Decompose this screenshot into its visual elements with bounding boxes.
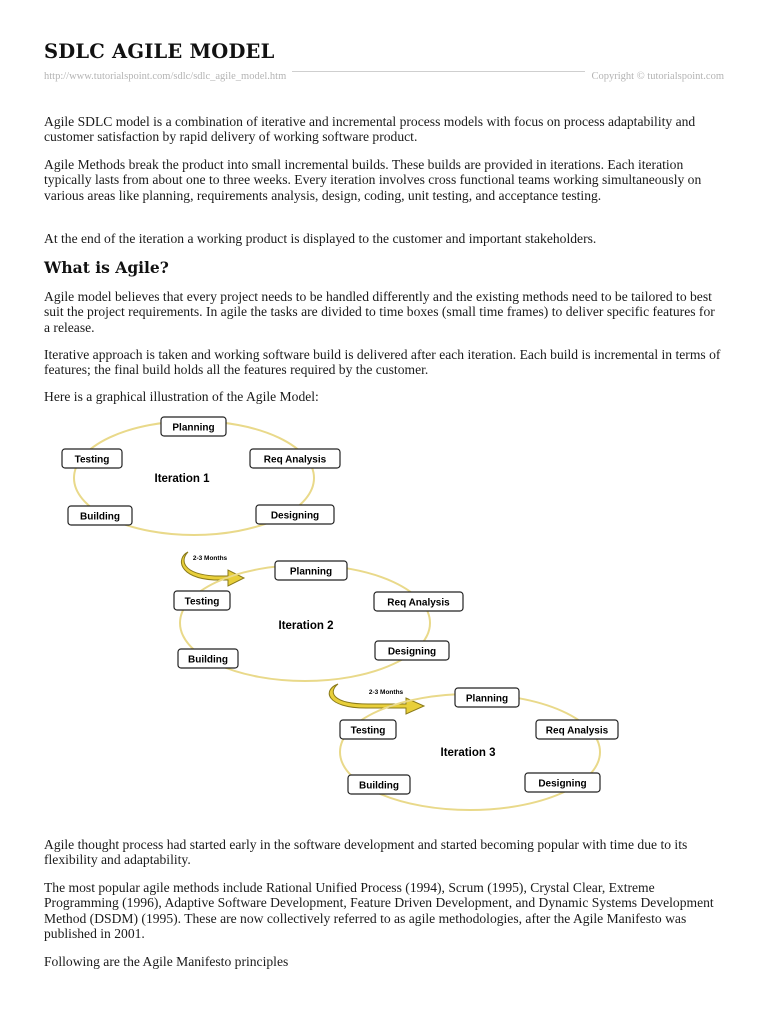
section-heading-what-is-agile: What is Agile? [44, 258, 169, 277]
iteration-label: Iteration 2 [278, 620, 334, 632]
stage-designing: Designing [538, 778, 587, 790]
stage-designing: Designing [270, 510, 320, 522]
duration-label: 2-3 Months [192, 555, 228, 562]
page-title: SDLC AGILE MODEL [44, 40, 275, 63]
source-url[interactable]: http://www.tutorialspoint.com/sdlc/sdlc_agile_model.htm [44, 70, 292, 84]
paragraph-manifesto-lead: Following are the Agile Manifesto principles [44, 954, 289, 969]
paragraph-intro: Agile SDLC model is a combination of iterative and incremental process models with focus on process adaptability and customer satisfaction by rapid delivery of working software product. [44, 114, 696, 145]
stage-planning: Planning [465, 693, 509, 705]
paragraph-popular-methods: The most popular agile methods include Rational Unified Process (1994), Scrum (1995), Crystal Clear, Extreme Programming (1996), Adaptive Software Development, Feature Driven Development, and Dynamic Systems Development Method (DSDM) (1995). These are now collectively referred to as agile methodologies, after the Agile Manifesto was published in 2001. [44, 880, 714, 942]
stage-planning: Planning [172, 422, 215, 434]
iteration-1-group [62, 417, 340, 535]
iteration-label: Iteration 1 [154, 473, 210, 485]
transition-arrow-2 [329, 684, 424, 714]
stage-testing: Testing [184, 596, 220, 608]
stage-planning: Planning [289, 566, 333, 578]
paragraph-iterative-approach: Iterative approach is taken and working software build is delivered after each iteration. Each build is incremental in terms of features; the final build holds all the features required by the customer. [44, 347, 721, 378]
stage-req-analysis: Req Analysis [545, 725, 609, 737]
stage-building: Building [359, 780, 399, 792]
transition-arrow-1 [181, 552, 244, 586]
stage-req-analysis: Req Analysis [387, 597, 450, 609]
paragraph-agile-model: Agile model believes that every project needs to be handled differently and the existing methods need to be tailored to best suit the project requirements. In agile the tasks are divided to time boxes (small time frames) to deliver specific features for a release. [44, 289, 715, 335]
iteration-label: Iteration 3 [440, 747, 496, 759]
stage-building: Building [80, 511, 120, 523]
paragraph-iterations: Agile Methods break the product into small incremental builds. These builds are provided in iterations. Each iteration typically lasts from about one to three weeks. Every iteration involves cross functional teams working simultaneously on various areas like planning, requirements analysis, design, coding, unit testing, and acceptance testing. [44, 157, 702, 203]
duration-label: 2-3 Months [368, 689, 404, 696]
paragraph-illustration-intro: Here is a graphical illustration of the Agile Model: [44, 389, 319, 404]
stage-req-analysis: Req Analysis [263, 454, 327, 466]
stage-building: Building [188, 654, 228, 666]
paragraph-thought-process: Agile thought process had started early in the software development and started becoming popular with time due to its flexibility and adaptability. [44, 837, 688, 868]
copyright-notice: Copyright © tutorialspoint.com [585, 70, 724, 84]
paragraph-end-of-iteration: At the end of the iteration a working product is displayed to the customer and important stakeholders. [44, 231, 597, 246]
stage-testing: Testing [74, 454, 110, 466]
stage-testing: Testing [350, 725, 386, 737]
stage-designing: Designing [387, 646, 437, 658]
